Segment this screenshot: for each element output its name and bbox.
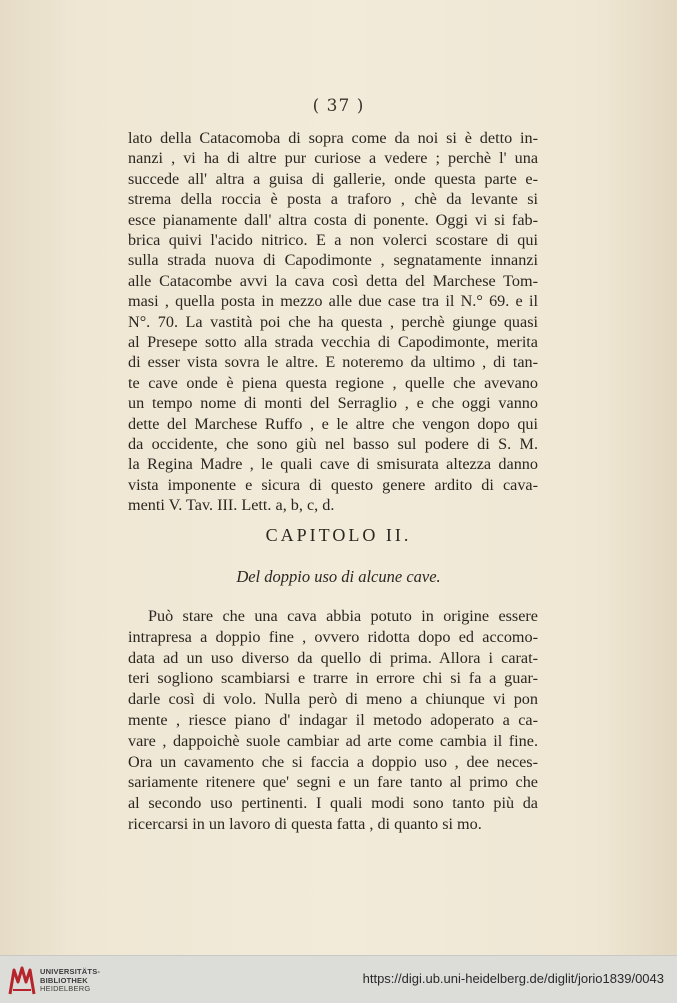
viewer-footer (0, 955, 677, 1003)
text-line: vista imponente e sicura di questo genere ardito di cava- (128, 475, 538, 494)
text-line: strema della roccia è posta a traforo , chè da levante si (128, 190, 538, 209)
text-line: da occidente, che sono giù nel basso sul podere di S. M. (128, 435, 538, 453)
text-line: Ora un cavamento che si faccia a doppio uso , dee neces- (128, 752, 538, 771)
text-line: sariamente ritenere que' segni e un fare tanto al primo che (128, 773, 538, 792)
page-number: ( 37 ) (312, 96, 365, 116)
text-line: vare , dappoichè suole cambiar ad arte come cambia il fine. (128, 731, 538, 750)
heidelberg-university-logo-icon[interactable] (8, 964, 36, 996)
text-line: data ad un uso diverso da quello di prima. Allora i carat- (128, 648, 538, 667)
text-line: masi , quella posta in mezzo alle due case tra il N.° 69. e il (128, 292, 538, 311)
text-line: ricercarsi in un lavoro di questa fatta , di quanto si mo. (128, 815, 482, 833)
text-line: N°. 70. La vastità poi che ha questa , perchè giunge quasi (128, 312, 538, 331)
text-line: succede all' altra a guisa di gallerie, onde questa parte e- (128, 169, 538, 188)
institution-line-3: HEIDELBERG (40, 984, 91, 993)
institution-line-2: BIBLIOTHEK (40, 975, 88, 985)
text-line: intrapresa a doppio fine , ovvero ridotta dopo ed accomo- (128, 627, 538, 646)
text-line: un tempo nome di monti del Serraglio , e che oggi vanno (128, 394, 538, 413)
institution-line-1: UNIVERSITÄTS- (40, 967, 101, 976)
institution-name (40, 968, 100, 994)
text-line: esce pianamente dall' altra costa di ponente. Oggi vi si fab- (128, 210, 538, 229)
text-line: sulla strada nuova di Capodimonte , segnatamente innanzi (128, 251, 538, 270)
chapter-subtitle: Del doppio uso di alcune cave. (236, 567, 441, 586)
text-line: alle Catacombe avvi la cava così detta del Marchese Tom- (128, 271, 538, 290)
text-line: dette del Marchese Ruffo , e le altre che vengon dopo qui (128, 414, 538, 433)
text-line: darle così di volo. Nulla però di meno a chiunque vi pon (128, 690, 538, 709)
text-line: al secondo uso pertinenti. I quali modi sono tanto più da (128, 794, 538, 813)
text-line: brica quivi l'acido nitrico. E a non volerci scostare di qui (128, 231, 538, 249)
text-line: mente , riesce piano d' indagar il metodo adoperato a ca- (128, 711, 538, 729)
text-line: lato della Catacomoba di sopra come da noi si è detto in- (128, 129, 538, 147)
text-line: menti V. Tav. III. Lett. a, b, c, d. (128, 496, 335, 515)
text-line: te cave onde è piena questa regione , quelle che avevano (128, 373, 538, 392)
text-line: al Presepe sotto alla strada vecchia di Capodimonte, merita (128, 333, 538, 351)
text-line: Può stare che una cava abbia potuto in origine essere (148, 607, 538, 625)
permalink-url[interactable]: https://digi.ub.uni-heidelberg.de/diglit/jorio1839/0043 (362, 971, 664, 986)
chapter-title: CAPITOLO II. (265, 525, 412, 545)
text-line: di esser vista sovra le altre. E noteremo da ultimo , di tan- (128, 353, 538, 372)
text-line: teri sogliono scambiarsi e trarre in errore chi si fa a guar- (128, 669, 538, 688)
text-line: la Regina Madre , le quali cave di smisurata altezza danno (128, 455, 538, 474)
text-line: nanzi , vi ha di altre pur curiose a vedere ; perchè l' una (128, 149, 538, 168)
